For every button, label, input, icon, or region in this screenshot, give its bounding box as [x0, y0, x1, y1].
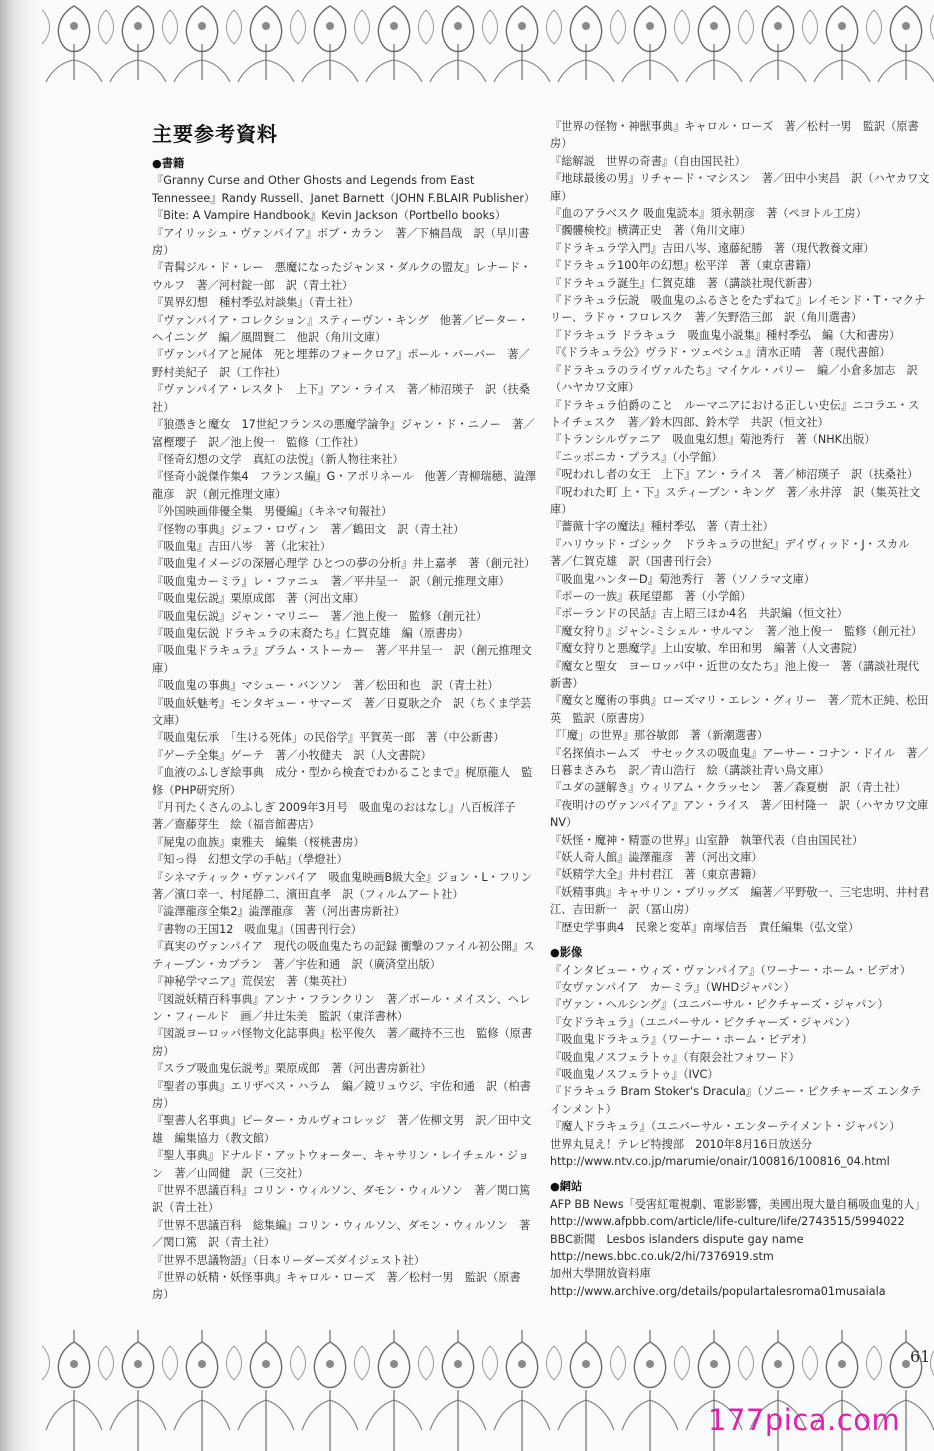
reference-entry: 『異界幻想 種村季弘対談集』（青土社）: [152, 296, 359, 310]
reference-entry: 『ニッポニカ・プラス』（小学館）: [550, 450, 723, 464]
website-list: [550, 1196, 930, 1300]
reference-entry: 『ドラキュラ伝説 吸血鬼のふるさとをたずねて』レイモンド・T・マクナリー、ラドゥ・フロレスク 著／矢野浩三郎 訳（角川選書）: [550, 294, 926, 325]
book-list-left: [152, 172, 544, 1303]
reference-entry: 『ヴァンパイア・コレクション』スティーヴン・キング 他著／ピーター・ヘイニング 編／風間賢二 他訳（角川文庫）: [152, 313, 529, 345]
page-number: 61: [910, 1347, 931, 1366]
reference-entry: 『真実のヴァンパイア 現代の吸血鬼たちの記録 衝撃のファイル初公開』スティーブン・カプラン 著／宇佐和通 訳（廣済堂出版）: [152, 940, 535, 971]
top-ornament-border: [42, 0, 934, 86]
reference-entry: 『ヴァンパイア・レスタト 上下』アン・ライス 著／柿沼瑛子 訳（扶桑社）: [152, 383, 530, 414]
reference-entry: 『呪われた町 上・下』スティーブン・キング 著／永井淳 訳（集英社文庫）: [550, 485, 921, 516]
reference-entry: 『ドラキュラのライヴァルたち』マイケル・パリー 編／小倉多加志 訳（ハヤカワ文庫）: [550, 363, 918, 395]
watermark-text: 177pica.com: [708, 1403, 901, 1437]
reference-entry: 『吸血鬼伝承 「生ける死体」の民俗学』平賀英一郎 著（中公新書）: [152, 731, 505, 745]
right-column: [550, 118, 930, 1300]
reference-entry: 『知っ得 幻想文学の手帖』（學燈社）: [152, 853, 348, 867]
reference-entry: 『吸血鬼伝説』栗原成郎 著（河出文庫）: [152, 592, 365, 606]
reference-entry: 『呪われし者の女王 上下』アン・ライス 著／柿沼瑛子 訳（扶桑社）: [550, 468, 919, 482]
reference-entry: 『髑髏検校』横溝正史 著（角川文庫）: [550, 224, 752, 238]
reference-entry: 『魔女と聖女 ヨーロッパ中・近世の女たち』池上俊一 著（講談社現代新書）: [550, 659, 919, 690]
reference-entry: 『怪物の事典』ジェフ・ロヴィン 著／鶴田文 訳（青土社）: [152, 522, 465, 536]
video-entry: 『女ドラキュラ』（ユニバーサル・ピクチャーズ・ジャパン）: [550, 1015, 856, 1029]
reference-entry: 『薔薇十字の魔法』種村季弘 著（青土社）: [550, 520, 774, 534]
reference-entry: 『ユダの謎解き』ウィリアム・クラッセン 著／森夏樹 訳（青土社）: [550, 781, 907, 795]
reference-entry: 『Bite: A Vampire Handbook』Kevin Jackson（Portbello books）: [152, 209, 507, 223]
reference-entry: 『世界の妖精・妖怪事典』キャロル・ローズ 著／松村一男 監訳（原書房）: [152, 1271, 521, 1302]
reference-entry: 『歴史学事典4 民衆と変革』南塚信吾 責任編集（弘文堂）: [550, 920, 860, 934]
reference-entry: 『吸血鬼ドラキュラ』ブラム・ストーカー 著／平井呈一 訳（創元推理文庫）: [152, 644, 533, 675]
book-spine-shadow: [0, 0, 42, 1451]
video-entry: 『吸血鬼ノスフェラトゥ』（有限会社フォワード）: [550, 1050, 800, 1064]
reference-entry: 『聖人事典』ドナルド・アットウォーター、キャサリン・レイチェル・ジョン 著／山岡健 訳（三交社）: [152, 1149, 530, 1180]
reference-entry: 『吸血鬼伝説 ドラキュラの末裔たち』仁賀克雄 編（原書房）: [152, 626, 469, 640]
reference-entry: 『世界の怪物・神獣事典』キャロル・ローズ 著／松村一男 監訳（原書房）: [550, 120, 919, 151]
reference-entry: 『神秘学マニア』荒俣宏 著（集英社）: [152, 975, 354, 989]
video-entry: 『吸血鬼ノスフェラトゥ』（IVC）: [550, 1067, 719, 1081]
video-entry: 『インタビュー・ウィズ・ヴァンパイア』（ワーナー・ホーム・ビデオ）: [550, 963, 912, 977]
reference-entry: 『シネマティック・ヴァンパイア 吸血鬼映画B級大全』ジョン・L・フリン 著／濱口幸一、村尾静二、濱田直孝 訳（フィルムアート社）: [152, 870, 544, 902]
reference-entry: 『妖精事典』キャサリン・ブリッグズ 編著／平野敬一、三宅忠明、井村君江、吉田新一 訳（冨山房）: [550, 885, 930, 917]
page-title: 主要参考資料: [152, 122, 278, 146]
reference-entry: 『ゲーテ全集』ゲーテ 著／小牧健夫 訳（人文書院）: [152, 748, 432, 762]
reference-entry: 『吸血鬼ハンターD』菊池秀行 著（ソノラマ文庫）: [550, 572, 816, 586]
reference-entry: 『吸血鬼の事典』マシュー・バンソン 著／松田和也 訳（青土社）: [152, 679, 499, 693]
reference-entry: 『吸血鬼カーミラ』レ・ファニュ 著／平井呈一 訳（創元推理文庫）: [152, 574, 510, 588]
reference-entry: 『魔女狩り』ジャン-ミシェル・サルマン 著／池上俊一 監修（創元社）: [550, 624, 923, 638]
video-entry: 『ヴァン・ヘルシング』（ユニバーサル・ピクチャーズ・ジャパン）: [550, 998, 889, 1012]
reference-entry: 『トランシルヴァニア 吸血鬼幻想』菊池秀行 著（NHK出版）: [550, 433, 876, 447]
reference-entry: 『怪奇幻想の文学 真紅の法悦』（新人物往来社）: [152, 452, 404, 466]
reference-entry: 『ドラキュラ誕生』仁賀克雄 著（講談社現代新書）: [550, 276, 819, 290]
website-entry: BBC新聞 Lesbos islanders dispute gay name http://news.bbc.co.uk/2/hi/7376919.stm: [550, 1232, 815, 1263]
video-list: [550, 962, 930, 1171]
reference-entry: 『妖精学大全』井村君江 著（東京書籍）: [550, 868, 763, 882]
reference-entry: 『血液のふしぎ絵事典 成分・型から検査でわかることまで』梶原龍人 監修（PHP研究所）: [152, 766, 533, 797]
reference-entry: 『吸血鬼伝説』ジャン・マリニー 著／池上俊一 監修（創元社）: [152, 609, 488, 623]
reference-entry: 『総解説 世界の奇書』（自由国民社）: [550, 154, 746, 168]
reference-entry: 『世界不思議百科 総集編』コリン・ウィルソン、ダモン・ウィルソン 著／関口篤 訳（青土社）: [152, 1218, 531, 1250]
reference-entry: 『地球最後の男』リチャード・マシスン 著／田中小実昌 訳（ハヤカワ文庫）: [550, 172, 930, 203]
reference-entry: 『聖者の事典』エリザベス・ハラム 編／鏡リュウジ、宇佐和通 訳（柏書房）: [152, 1079, 531, 1110]
reference-entry: 『夜明けのヴァンパイア』アン・ライス 著／田村隆一 訳（ハヤカワ文庫NV）: [550, 798, 929, 830]
reference-entry: 『魔女と魔術の事典』ローズマリ・エレン・グィリー 著／荒木正純、松田英 監訳（原書房）: [550, 694, 929, 725]
reference-entry: 『妖人奇人館』澁澤龍彦 著（河出文庫）: [550, 851, 763, 865]
reference-entry: 『「魔」の世界』那谷敏郎 著（新潮選書）: [550, 729, 769, 743]
reference-entry: 『ドラキュラ伯爵のこと ルーマニアにおける正しい史伝』ニコラエ・ストイチェスク 著／鈴木四郎、鈴木学 共訳（恒文社）: [550, 398, 920, 429]
reference-entry: 『ドラキュラ ドラキュラ 吸血鬼小説集』種村季弘 編（大和書房）: [550, 328, 901, 342]
video-entry: 『ドラキュラ Bram Stoker's Dracula』（ソニー・ピクチャーズ エンタテインメント）: [550, 1085, 922, 1116]
reference-entry: 『世界不思議百科』コリン・ウィルソン、ダモン・ウィルソン 著／関口篤 訳（青土社）: [152, 1183, 542, 1215]
reference-entry: 『妖怪・魔神・精霊の世界』山室静 執筆代表（自由国民社）: [550, 833, 864, 847]
video-entry: 世界丸見え！テレビ特捜部 2010年8月16日放送分 http://www.ntv.co.jp/marumie/onair/100816/100816_04.html: [550, 1137, 890, 1168]
reference-entry: 『ヴァンパイアと屍体 死と埋葬のフォークロア』ポール・バーバー 著／野村美紀子 訳（工作社）: [152, 348, 530, 379]
reference-entry: 『ポーの一族』萩尾望都 著（小学館）: [550, 589, 752, 603]
reference-entry: 『吸血妖魅考』モンタギュー・サマーズ 著／日夏耿之介 訳（ちくま学芸文庫）: [152, 696, 532, 727]
reference-entry: 『青髯ジル・ド・レー 悪魔になったジャンヌ・ダルクの盟友』レナード・ウルフ 著／河村錠一郎 訳（青土社）: [152, 261, 532, 292]
website-entry: AFP BB News「受害紅電視劇、電影影響，美國出現大量自稱吸血鬼的人」http://www.afpbb.com/article/life-culture/life/2743515/5994022: [550, 1197, 926, 1229]
video-entry: 『魔人ドラキュラ』（ユニバーサル・エンターテイメント・ジャパン）: [550, 1120, 901, 1134]
reference-entry: 『外国映画俳優全集 男優編』（キネマ旬報社）: [152, 505, 393, 519]
section-heading-books: ●書籍: [152, 157, 185, 170]
section-heading-websites: ●網站: [550, 1180, 583, 1194]
reference-entry: 『吸血鬼』吉田八岑 著（北宋社）: [152, 539, 332, 553]
video-entry: 『吸血鬼ドラキュラ』（ワーナー・ホーム・ビデオ）: [550, 1033, 813, 1047]
reference-entry: 『魔女狩りと悪魔学』上山安敏、牟田和男 編著（人文書院）: [550, 642, 864, 656]
reference-entry: 『名探偵ホームズ サセックスの吸血鬼』アーサー・コナン・ドイル 著／日暮まさみち 訳／青山浩行 絵（講談社青い鳥文庫）: [550, 746, 929, 778]
reference-entry: 『聖書人名事典』ピーター・カルヴォコレッジ 著／佐柳文男 訳／田中文雄 編集協力（教文館）: [152, 1114, 532, 1145]
reference-entry: 『怪奇小説傑作集4 フランス編』G・アポリネール 他著／青柳瑞穂、澁澤龍彦 訳（創元推理文庫）: [152, 470, 537, 501]
reference-entry: 『狼憑きと魔女 17世紀フランスの悪魔学論争』ジャン・ド・ニノー 著／富樫瓔子 訳／池上俊一 監修（工作社）: [152, 418, 535, 449]
reference-entry: 『吸血鬼イメージの深層心理学 ひとつの夢の分析』井上嘉孝 著（創元社）: [152, 557, 536, 571]
reference-entry: 『Granny Curse and Other Ghosts and Legends from East Tennessee』Randy Russell、Janet Barnett（JOHN F.BLAIR Publisher）: [152, 174, 536, 205]
reference-entry: 『《ドラキュラ公》ヴラド・ツェペシュ』清水正晴 著（現代書館）: [550, 346, 891, 360]
website-entry: 加州大學開放資料庫 http://www.archive.org/details/populartalesroma01musaiala: [550, 1267, 886, 1298]
reference-entry: 『ハリウッド・ゴシック ドラキュラの世紀』デイヴィッド・J・スカル 著／仁賀克雄 訳（国書刊行会）: [550, 537, 921, 569]
reference-entry: 『アイリッシュ・ヴァンパイア』ボブ・カラン 著／下楠昌哉 訳（早川書房）: [152, 226, 530, 258]
book-list-right: [550, 118, 930, 936]
reference-entry: 『ドラキュラ100年の幻想』松平洋 著（東京書籍）: [550, 259, 818, 273]
reference-entry: 『月刊たくさんのふしぎ 2009年3月号 吸血鬼のおはなし』八百板洋子 著／齋藤芽生 絵（福音館書店）: [152, 801, 527, 832]
reference-entry: 『血のアラベスク 吸血鬼読本』須永朝彦 著（ペヨトル工房）: [550, 207, 867, 221]
reference-entry: 『図説妖精百科事典』アンナ・フランクリン 著／ポール・メイスン、ヘレン・フィールド 画／井辻朱美 監訳（東洋書林）: [152, 992, 531, 1023]
reference-entry: 『図説ヨーロッパ怪物文化誌事典』松平俊久 著／蔵持不三也 監修（原書房）: [152, 1027, 533, 1058]
reference-entry: 『ポーランドの民話』吉上昭三ほか4名 共訳編（恒文社）: [550, 607, 848, 621]
reference-entry: 『ドラキュラ学入門』吉田八岑、遠藤紀勝 著（現代教養文庫）: [550, 241, 875, 255]
reference-entry: 『澁澤龍彦全集2』澁澤龍彦 著（河出書房新社）: [152, 905, 406, 919]
section-heading-video: ●影像: [550, 946, 583, 960]
reference-entry: 『書物の王国12 吸血鬼』（国書刊行会）: [152, 922, 363, 936]
reference-entry: 『世界不思議物語』（日本リーダーズダイジェスト社）: [152, 1253, 426, 1267]
left-column: [152, 155, 544, 1304]
reference-entry: 『スラブ吸血鬼伝説考』栗原成郎 著（河出書房新社）: [152, 1062, 432, 1076]
video-entry: 『女ヴァンパイア カーミラ』（WHDジャパン）: [550, 980, 795, 994]
reference-entry: 『屍鬼の血族』東雅夫 編集（桜桃書房）: [152, 835, 365, 849]
